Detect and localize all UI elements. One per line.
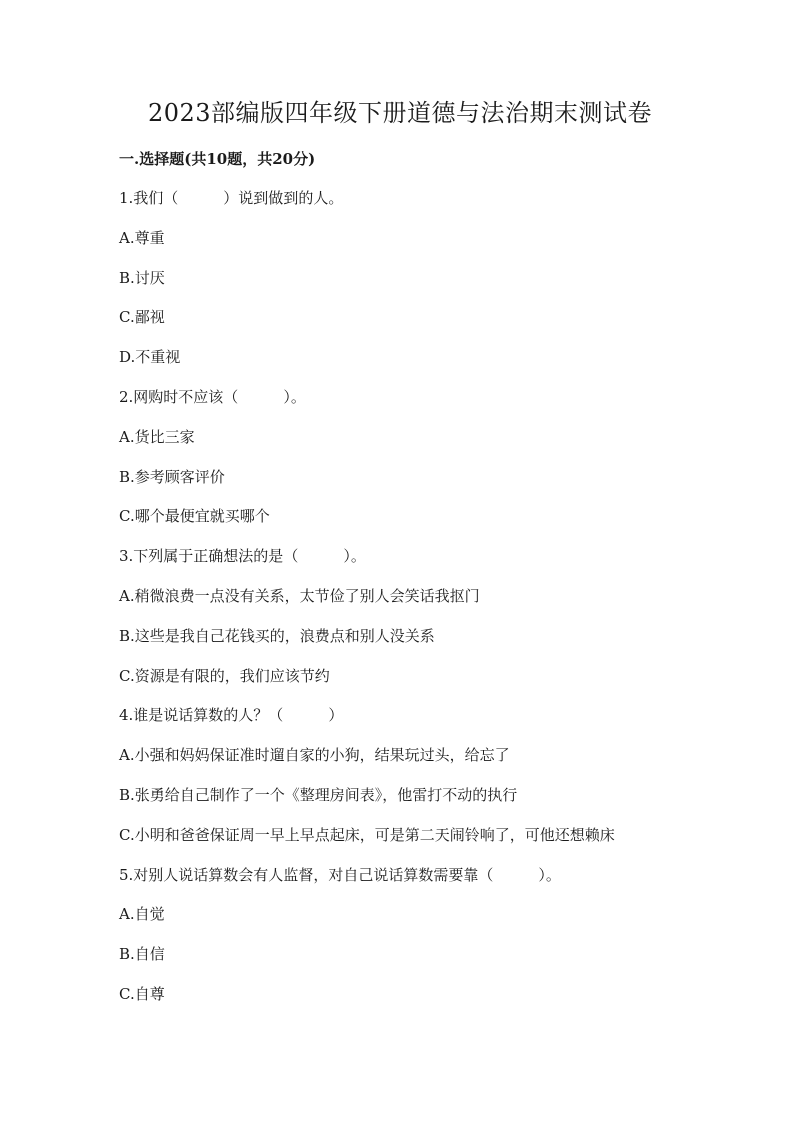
question-stem: 1.我们（ ）说到做到的人。 — [119, 189, 344, 207]
page-title: 2023部编版四年级下册道德与法治期末测试卷 — [147, 99, 653, 127]
answer-option: A.稍微浪费一点没有关系，太节俭了别人会笑话我抠门 — [119, 586, 480, 605]
answer-option: C.鄙视 — [119, 308, 165, 327]
section-heading: 一.选择题(共10题，共20分) — [119, 150, 316, 168]
question-stem: 2.网购时不应该（ ）。 — [119, 387, 306, 406]
answer-option: D.不重视 — [119, 348, 181, 367]
answer-option: C.小明和爸爸保证周一早上早点起床，可是第二天闹铃响了，可他还想赖床 — [119, 825, 615, 844]
answer-option: A.尊重 — [119, 228, 165, 247]
answer-option: C.资源是有限的，我们应该节约 — [119, 666, 330, 685]
question-stem: 5.对别人说话算数会有人监督，对自己说话算数需要靠（ ）。 — [119, 865, 561, 884]
answer-option: B.讨厌 — [119, 268, 165, 287]
answer-option: C.自尊 — [119, 984, 165, 1003]
question-list — [119, 187, 739, 1023]
answer-option: B.参考顾客评价 — [119, 467, 225, 486]
answer-option: B.自信 — [119, 945, 165, 964]
answer-option: B.张勇给自己制作了一个《整理房间表》，他雷打不动的执行 — [119, 785, 518, 804]
question-stem: 3.下列属于正确想法的是（ ）。 — [119, 547, 366, 566]
answer-option: A.货比三家 — [119, 427, 195, 446]
question-stem: 4.谁是说话算数的人？（ ） — [119, 706, 344, 725]
answer-option: C.哪个最便宜就买哪个 — [119, 507, 270, 526]
answer-option: A.自觉 — [119, 905, 165, 924]
answer-option: A.小强和妈妈保证准时遛自家的小狗，结果玩过头，给忘了 — [119, 746, 510, 765]
answer-option: B.这些是我自己花钱买的，浪费点和别人没关系 — [119, 626, 435, 645]
